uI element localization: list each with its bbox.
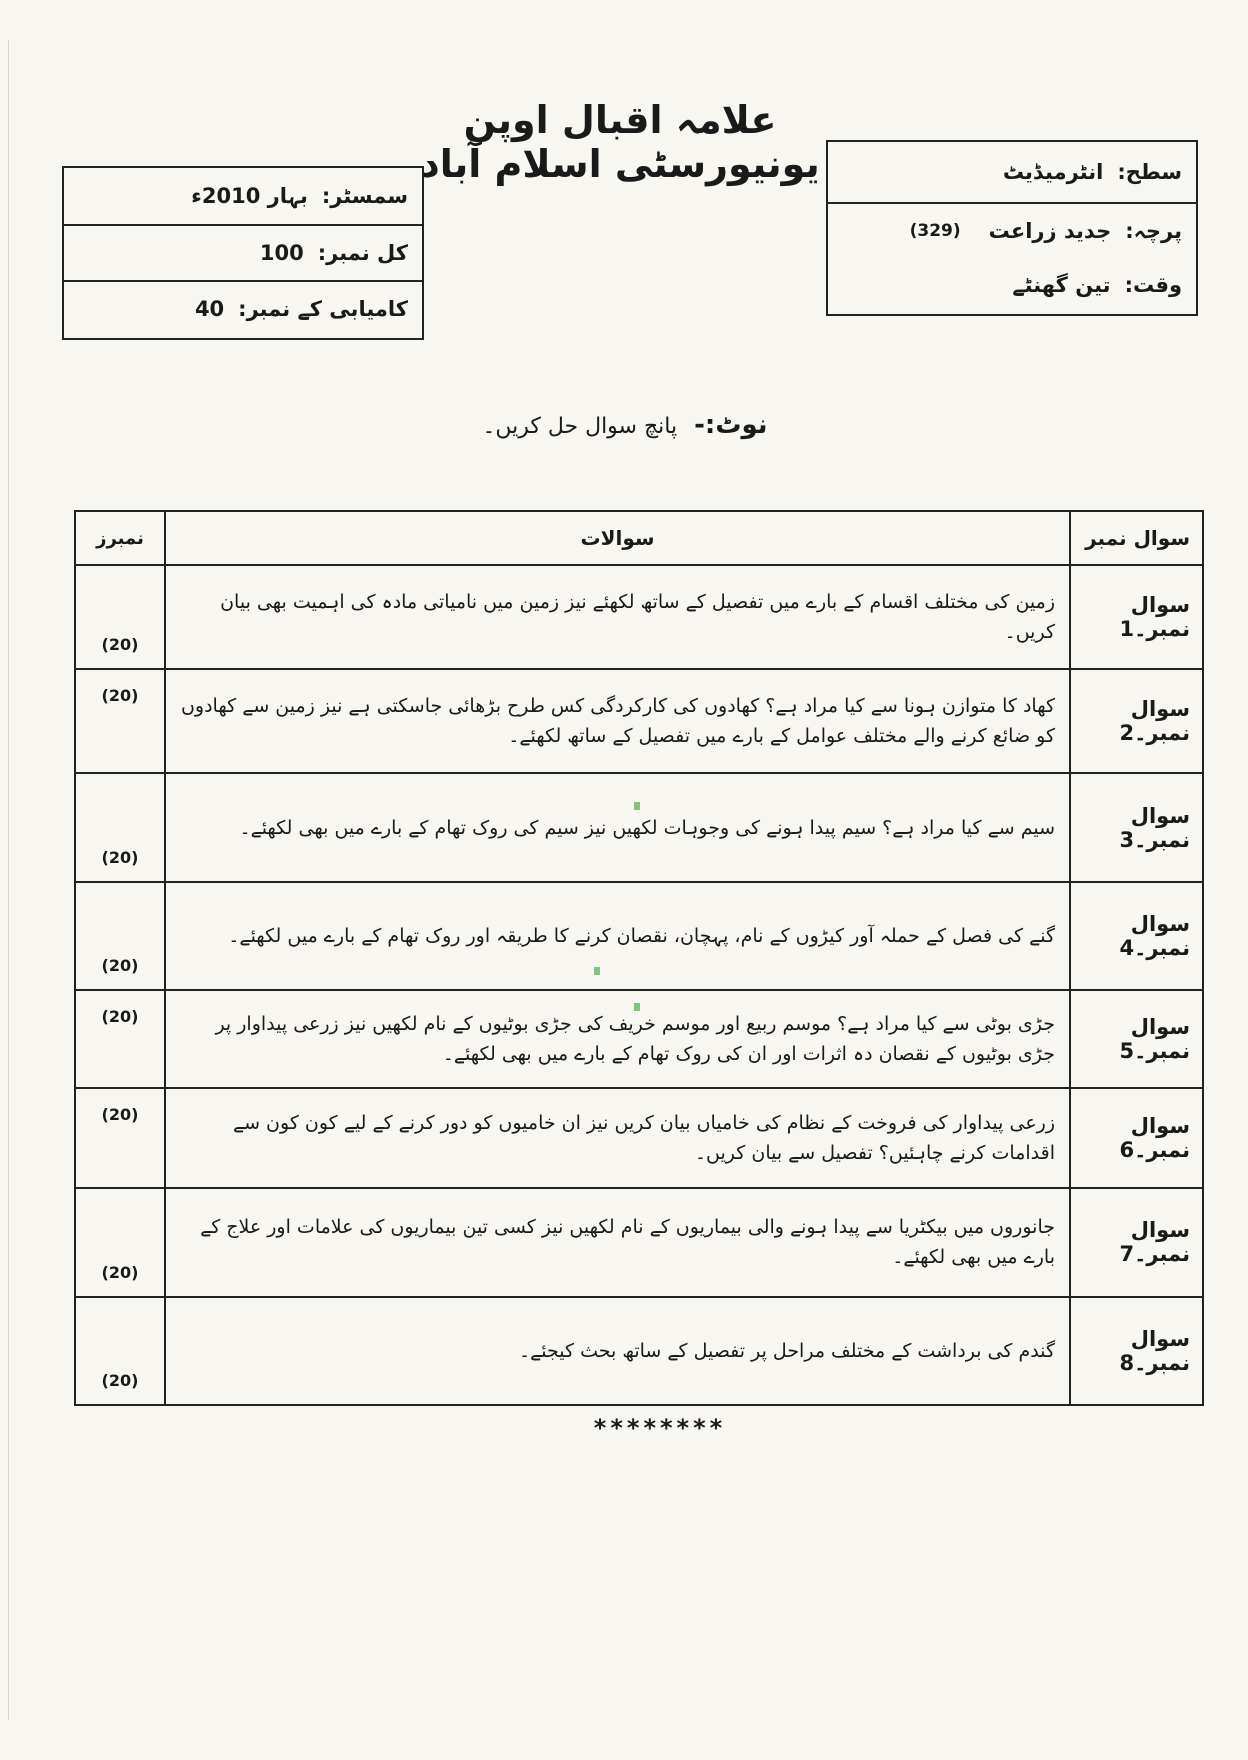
table-header-row: [75, 511, 1203, 565]
university-title: علامہ اقبال اوپن یونیورسٹی اسلام آباد: [420, 98, 820, 186]
table-row: [75, 1088, 1203, 1188]
semester-value: بہار 2010ء: [191, 184, 308, 208]
header-questions: سوالات: [165, 511, 1070, 565]
question-marks: (20): [75, 565, 165, 669]
time-row: [828, 258, 1196, 312]
semester-row: [64, 168, 422, 224]
note-heading: نوٹ:-: [694, 410, 768, 440]
question-marks: (20): [75, 1088, 165, 1188]
instruction-note: [450, 410, 800, 440]
question-number: سوال نمبر۔1: [1070, 565, 1203, 669]
question-text: زمین کی مختلف اقسام کے بارے میں تفصیل کے ساتھ لکھئے نیز زمین میں نامیاتی مادہ کی اہمیت بھی بیان کریں۔: [165, 565, 1070, 669]
semester-label: سمسٹر:: [321, 184, 408, 208]
scan-speck: [594, 967, 600, 975]
question-marks: (20): [75, 882, 165, 990]
course-info-box: [826, 140, 1198, 316]
question-marks: (20): [75, 773, 165, 881]
question-number: سوال نمبر۔6: [1070, 1088, 1203, 1188]
question-text: زرعی پیداوار کی فروخت کے نظام کی خامیاں بیان کریں نیز ان خامیوں کو دور کرنے کے لیے کون کون سے اقدامات کرنے چاہئیں؟ تفصیل سے بیان کریں۔: [165, 1088, 1070, 1188]
paper-row: [828, 202, 1196, 258]
question-text: گنے کی فصل کے حملہ آور کیڑوں کے نام، پہچان، نقصان کرنے کا طریقہ اور روک تھام کے بارے میں لکھئے۔: [165, 882, 1070, 990]
pass-marks-row: [64, 280, 422, 336]
end-stars: ********: [593, 1414, 727, 1442]
question-number: سوال نمبر۔3: [1070, 773, 1203, 881]
question-text: کھاد کا متوازن ہونا سے کیا مراد ہے؟ کھادوں کی کارکردگی کس طرح بڑھائی جاسکتی ہے نیز زمین سے کھادوں کو ضائع کرنے والے مختلف عوامل کے بارے میں تفصیل کے ساتھ لکھئے۔: [165, 669, 1070, 773]
question-number: سوال نمبر۔4: [1070, 882, 1203, 990]
header-question-number: سوال نمبر: [1070, 511, 1203, 565]
total-marks-value: 100: [259, 241, 304, 265]
question-marks: (20): [75, 990, 165, 1088]
total-marks-row: [64, 224, 422, 280]
header-marks: نمبرز: [75, 511, 165, 565]
scan-speck: [634, 802, 640, 810]
page-edge-line: [8, 40, 9, 1720]
table-row: [75, 669, 1203, 773]
table-row: [75, 1297, 1203, 1405]
level-value: انٹرمیڈیٹ: [1002, 160, 1104, 184]
question-marks: (20): [75, 1297, 165, 1405]
question-text: گندم کی برداشت کے مختلف مراحل پر تفصیل کے ساتھ بحث کیجئے۔: [165, 1297, 1070, 1405]
table-row: [75, 882, 1203, 990]
table-row: [75, 1188, 1203, 1296]
pass-marks-value: 40: [194, 297, 225, 321]
question-number: سوال نمبر۔8: [1070, 1297, 1203, 1405]
time-value: تین گھنٹے: [1012, 273, 1111, 297]
question-text: سیم سے کیا مراد ہے؟ سیم پیدا ہونے کی وجوہات لکھیں نیز سیم کی روک تھام کے بارے میں بھی لکھئے۔: [165, 773, 1070, 881]
note-text: پانچ سوال حل کریں۔: [482, 414, 678, 439]
level-label: سطح:: [1117, 160, 1182, 184]
question-text: جانوروں میں بیکٹریا سے پیدا ہونے والی بیماریوں کے نام لکھیں نیز کسی تین بیماریوں کی علامات اور علاج کے بارے میں بھی لکھئے۔: [165, 1188, 1070, 1296]
table-row: [75, 773, 1203, 881]
question-number: سوال نمبر۔2: [1070, 669, 1203, 773]
total-marks-label: کل نمبر:: [317, 241, 408, 265]
question-number: سوال نمبر۔5: [1070, 990, 1203, 1088]
paper-value: جدید زراعت: [988, 219, 1112, 243]
level-row: [828, 142, 1196, 202]
time-label: وقت:: [1124, 273, 1182, 297]
pass-marks-label: کامیابی کے نمبر:: [238, 297, 408, 321]
questions-table: [74, 510, 1204, 1406]
exam-info-box: [62, 166, 424, 340]
table-row: [75, 565, 1203, 669]
scan-speck: [634, 1003, 640, 1011]
question-text: جڑی بوٹی سے کیا مراد ہے؟ موسم ربیع اور موسم خریف کی جڑی بوٹیوں کے نام لکھیں نیز زرعی پیداوار پر جڑی بوٹیوں کے نقصان دہ اثرات اور ان کی روک تھام کے بارے میں بھی لکھئے۔: [165, 990, 1070, 1088]
question-marks: (20): [75, 669, 165, 773]
question-marks: (20): [75, 1188, 165, 1296]
paper-code: (329): [909, 221, 961, 241]
paper-label: پرچہ:: [1125, 219, 1182, 243]
question-number: سوال نمبر۔7: [1070, 1188, 1203, 1296]
